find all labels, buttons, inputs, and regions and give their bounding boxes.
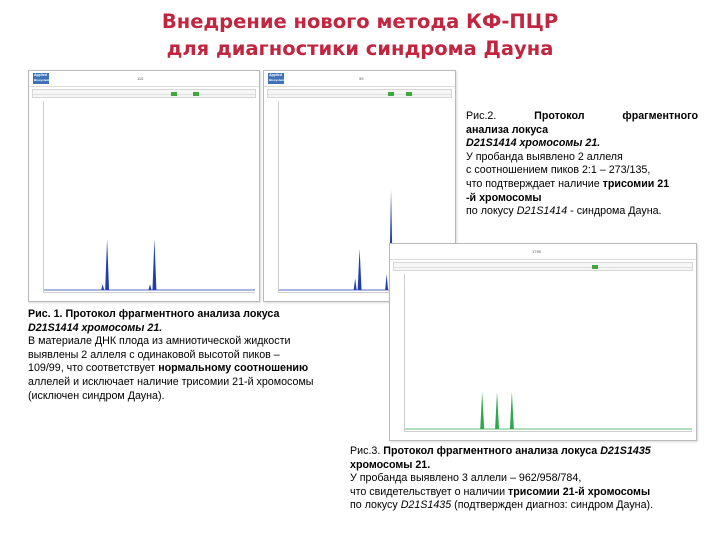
allele-peak-962 [510, 392, 514, 429]
header-sample-number: 1795 [532, 249, 541, 254]
slide-title-line1: Внедрение нового метода КФ-ПЦР [161, 10, 559, 33]
electropherogram-fig1 [28, 70, 260, 302]
allele-table [32, 89, 256, 98]
electropherogram-fig3 [389, 243, 697, 441]
allele-peak-99 [105, 239, 109, 290]
caption-fig2: Рис.2. Протокол фрагментного анализа локуса D21S1414 хромосомы 21. У пробанда выявлено 2 аллеля с соотношением пиков 2:1 – 273/135, что подтверждает наличие трисомии 21 -й хромосомы по локусу D21S1414 - синдрома Дауна. [466, 110, 698, 218]
stutter-peak-2 [149, 284, 152, 290]
allele-peak-109 [152, 239, 156, 290]
peak-plot [43, 101, 255, 293]
electropherogram-header [29, 71, 259, 87]
peak-plot [404, 274, 692, 432]
applied-biosystems-logo: Applied Biosystems [34, 73, 51, 82]
stutter-peak-2 [385, 274, 388, 290]
allele-table [393, 262, 693, 271]
electropherogram-header [390, 244, 696, 260]
peak-trace-svg [44, 101, 255, 292]
allele-table [267, 89, 452, 98]
stutter-peak-1 [354, 278, 357, 290]
electropherogram-header [264, 71, 455, 87]
applied-biosystems-logo: Applied Biosystems [269, 73, 286, 82]
allele-peak-135 [358, 249, 362, 290]
header-sample-number: 99 [359, 76, 364, 81]
caption-fig3: Рис.3. Протокол фрагментного анализа локуса D21S1435 хромосомы 21. У пробанда выявлено 3 аллели – 962/958/784, что свидетельствует о наличии трисомии 21-й хромосомы по локусу D21S1435 (подтвержден диагноз: синдром Дауна). [350, 445, 654, 512]
allele-peak-784 [480, 392, 484, 429]
stutter-peak-1 [101, 284, 104, 290]
slide-title-line2: для диагностики синдрома Дауна [166, 37, 554, 60]
peak-trace-svg [405, 274, 692, 431]
slide-title [0, 8, 720, 62]
header-sample-number: 110 [137, 76, 144, 81]
allele-peak-958 [495, 392, 499, 429]
caption-fig1: Рис. 1. Протокол фрагментного анализа локуса D21S1414 хромосомы 21. В материале ДНК плода из амниотической жидкости выявлены 2 аллеля с одинаковой высотой пиков – 109/99, что соответствует нормальному соотношению аллелей и исключает наличие трисомии 21-й хромосомы (исключен синдром Дауна). [28, 308, 314, 402]
